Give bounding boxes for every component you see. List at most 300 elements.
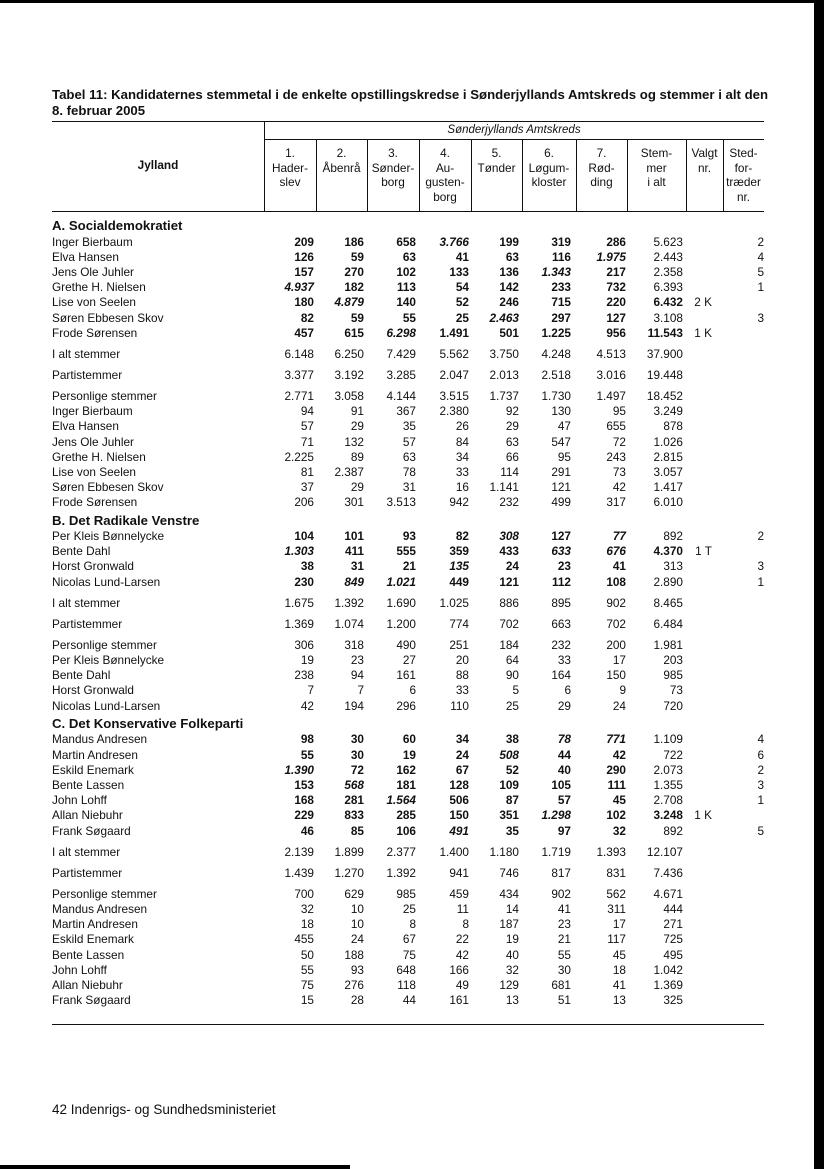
candidate-row-cell: 25 <box>455 310 469 325</box>
personal-votes-row-cell: 306 <box>294 637 314 652</box>
candidate-row-cell: 180 <box>294 295 314 310</box>
personal-candidate-row-cell: 92 <box>505 404 519 419</box>
personal-candidate-row-cell: 50 <box>300 947 314 962</box>
personal-candidate-row-cell: 129 <box>499 977 519 992</box>
candidate-name: Søren Ebbesen Skov <box>52 310 164 325</box>
personal-candidate-row-cell: 10 <box>350 901 364 916</box>
candidate-row-cell: 87 <box>505 793 519 808</box>
candidate-row-cell: 19 <box>402 747 416 762</box>
candidate-row-total: 313 <box>663 559 683 574</box>
total-votes-label: I alt stemmer <box>52 595 121 610</box>
personal-candidate-row-cell: 63 <box>505 434 519 449</box>
personal-candidate-row-cell: 1.141 <box>489 480 519 495</box>
personal-candidate-row-cell: 243 <box>606 449 626 464</box>
party-votes-row-total: 6.484 <box>653 616 683 631</box>
personal-candidate-row-cell: 64 <box>505 653 519 667</box>
candidate-row-cell: 35 <box>505 823 519 838</box>
candidate-row-valgt: 2 K <box>694 295 712 310</box>
region-rule <box>264 139 764 140</box>
candidate-row-cell: 34 <box>455 732 469 747</box>
personal-candidate-row-total: 495 <box>663 947 683 962</box>
total-votes-row-cell: 4.513 <box>596 346 626 361</box>
personal-candidate-name: Frank Søgaard <box>52 993 131 1008</box>
column-header-line: Stem- <box>640 146 673 160</box>
column-header <box>367 146 419 190</box>
personal-candidate-row-cell: 73 <box>612 464 626 479</box>
personal-votes-row-cell: 459 <box>449 886 469 901</box>
party-votes-label: Partistemmer <box>52 616 123 631</box>
candidate-row-cell: 199 <box>499 234 519 249</box>
candidate-row-cell: 833 <box>344 808 364 823</box>
candidate-row-cell: 59 <box>350 249 364 264</box>
total-votes-row-cell: 4.248 <box>541 346 571 361</box>
personal-candidate-row-cell: 367 <box>396 404 416 419</box>
candidate-row-total: 892 <box>663 529 683 543</box>
party-votes-row-cell: 3.192 <box>334 367 364 382</box>
total-votes-row-cell: 1.025 <box>439 595 469 610</box>
personal-candidate-row-cell: 681 <box>551 977 571 992</box>
personal-candidate-row-cell: 16 <box>455 480 469 495</box>
party-votes-row-cell: 2.518 <box>541 367 571 382</box>
candidate-row-cell: 63 <box>402 249 416 264</box>
candidate-name: Jens Ole Juhler <box>52 264 134 279</box>
personal-votes-row-cell: 3.515 <box>439 388 469 403</box>
party-votes-row-cell: 774 <box>449 616 469 631</box>
candidate-row-cell: 162 <box>396 762 416 777</box>
personal-candidate-row-total: 878 <box>663 419 683 434</box>
candidate-row-cell: 506 <box>449 793 469 808</box>
column-header-line: Rød- <box>588 160 615 175</box>
personal-votes-row-cell: 2.771 <box>284 388 314 403</box>
personal-candidate-row-cell: 29 <box>557 698 571 713</box>
personal-candidate-row-cell: 95 <box>557 449 571 464</box>
candidate-row-cell: 3.766 <box>439 234 469 249</box>
personal-candidate-row-cell: 117 <box>607 932 626 947</box>
candidate-row-sted: 2 <box>757 234 764 249</box>
personal-candidate-row-cell: 655 <box>606 419 626 434</box>
candidate-row-cell: 209 <box>294 234 314 249</box>
personal-candidate-name: Mandus Andresen <box>52 901 148 916</box>
candidate-row-cell: 433 <box>499 544 519 559</box>
candidate-row-cell: 136 <box>499 264 519 279</box>
total-votes-row-total: 12.107 <box>646 844 683 859</box>
personal-candidate-row-cell: 13 <box>505 993 519 1008</box>
personal-candidate-row-cell: 130 <box>551 404 571 419</box>
personal-candidate-row-cell: 3.513 <box>386 495 416 510</box>
personal-candidate-row-cell: 132 <box>344 434 364 449</box>
personal-candidate-row-cell: 2.387 <box>334 464 364 479</box>
candidate-row-cell: 57 <box>557 793 571 808</box>
candidate-row-cell: 45 <box>612 793 626 808</box>
header-bottom-rule <box>52 211 764 212</box>
candidate-row-cell: 6.298 <box>386 325 416 340</box>
column-header <box>264 146 316 190</box>
column-header-line: Hader- <box>271 160 309 175</box>
total-votes-row-cell: 6.148 <box>284 346 314 361</box>
candidate-row-cell: 44 <box>557 747 571 762</box>
personal-candidate-row-cell: 110 <box>450 698 469 713</box>
personal-candidate-row-total: 725 <box>663 932 683 947</box>
candidate-row-cell: 1.021 <box>386 574 416 589</box>
personal-candidate-row-cell: 42 <box>612 480 626 495</box>
personal-candidate-row-cell: 22 <box>455 932 469 947</box>
party-votes-row-cell: 1.074 <box>334 616 364 631</box>
personal-candidate-row-cell: 33 <box>557 653 571 667</box>
candidate-row-cell: 135 <box>449 559 469 574</box>
personal-candidate-row-cell: 31 <box>402 480 416 495</box>
candidate-row-cell: 102 <box>396 264 416 279</box>
candidate-row-cell: 1.225 <box>541 325 571 340</box>
candidate-name: John Lohff <box>52 793 107 808</box>
candidate-row-cell: 157 <box>294 264 314 279</box>
candidate-row-cell: 2.463 <box>489 310 519 325</box>
personal-candidate-row-cell: 238 <box>294 668 314 683</box>
candidate-row-cell: 449 <box>449 574 469 589</box>
personal-candidate-row-cell: 57 <box>300 419 314 434</box>
personal-candidate-row-cell: 33 <box>455 683 469 698</box>
candidate-row-cell: 52 <box>455 295 469 310</box>
personal-candidate-row-cell: 18 <box>612 962 626 977</box>
personal-candidate-row-cell: 71 <box>300 434 314 449</box>
column-header-line: 7. <box>596 146 607 160</box>
personal-candidate-row-cell: 21 <box>557 932 571 947</box>
personal-candidate-row-cell: 37 <box>300 480 314 495</box>
candidate-name: Frank Søgaard <box>52 823 131 838</box>
candidate-row-cell: 182 <box>344 280 364 295</box>
candidate-row-total: 722 <box>663 747 683 762</box>
candidate-row-sted: 4 <box>757 249 764 264</box>
candidate-row-cell: 411 <box>344 544 364 559</box>
personal-candidate-row-cell: 499 <box>551 495 571 510</box>
personal-candidate-row-total: 985 <box>663 668 683 683</box>
table-title: Tabel 11: Kandidaternes stemmetal i de enkelte opstillingskredse i Sønderjyllands Amtskreds og stemmer i alt den 8. februar 2005 <box>52 87 769 118</box>
candidate-row-cell: 54 <box>455 280 469 295</box>
candidate-row-cell: 128 <box>449 777 469 792</box>
candidate-row-sted: 2 <box>757 529 764 543</box>
column-header-line: nr. <box>697 160 712 175</box>
personal-votes-row-total: 1.981 <box>653 637 683 652</box>
total-votes-row-cell: 1.690 <box>386 595 416 610</box>
candidate-row-cell: 127 <box>551 529 571 543</box>
personal-candidate-row-cell: 95 <box>612 404 626 419</box>
personal-candidate-name: Jens Ole Juhler <box>52 434 134 449</box>
candidate-row-sted: 3 <box>757 777 764 792</box>
candidate-row-total: 2.443 <box>653 249 683 264</box>
personal-votes-label: Personlige stemmer <box>52 388 157 403</box>
candidate-row-cell: 108 <box>606 574 626 589</box>
candidate-row-valgt: 1 T <box>695 544 712 559</box>
party-heading: C. Det Konservative Folkeparti <box>52 715 244 731</box>
candidate-row-cell: 55 <box>402 310 416 325</box>
candidate-row-cell: 41 <box>612 559 626 574</box>
personal-candidate-name: Horst Gronwald <box>52 683 134 698</box>
personal-votes-label: Personlige stemmer <box>52 886 157 901</box>
candidate-row-cell: 24 <box>505 559 519 574</box>
personal-candidate-name: Bente Lassen <box>52 947 125 962</box>
candidate-row-cell: 111 <box>607 777 626 792</box>
candidate-row-total: 6.393 <box>653 280 683 295</box>
personal-votes-label: Personlige stemmer <box>52 637 157 652</box>
personal-votes-row-cell: 700 <box>294 886 314 901</box>
personal-candidate-row-cell: 118 <box>397 977 416 992</box>
personal-candidate-name: Søren Ebbesen Skov <box>52 480 164 495</box>
personal-candidate-row-cell: 232 <box>499 495 519 510</box>
column-header-line: mer <box>646 160 667 175</box>
party-votes-label: Partistemmer <box>52 865 123 880</box>
personal-candidate-row-cell: 47 <box>557 419 571 434</box>
total-votes-label: I alt stemmer <box>52 346 121 361</box>
column-header-line: træder <box>726 175 761 189</box>
candidate-row-cell: 285 <box>396 808 416 823</box>
candidate-row-cell: 1.975 <box>596 249 626 264</box>
column-header <box>522 146 576 190</box>
personal-candidate-row-cell: 78 <box>402 464 416 479</box>
candidate-row-total: 2.890 <box>653 574 683 589</box>
column-header-line: 2. <box>336 146 347 160</box>
personal-candidate-row-cell: 35 <box>402 419 416 434</box>
candidate-row-cell: 112 <box>551 574 571 589</box>
personal-candidate-row-cell: 25 <box>505 698 519 713</box>
personal-candidate-row-cell: 150 <box>606 668 626 683</box>
personal-candidate-row-cell: 17 <box>612 653 626 667</box>
personal-votes-row-total: 18.452 <box>646 388 683 403</box>
candidate-row-cell: 30 <box>350 732 364 747</box>
personal-candidate-row-total: 2.815 <box>653 449 683 464</box>
personal-candidate-row-total: 3.249 <box>653 404 683 419</box>
candidate-row-cell: 24 <box>455 747 469 762</box>
total-votes-label: I alt stemmer <box>52 844 121 859</box>
candidate-row-total: 3.248 <box>653 808 683 823</box>
total-votes-row-cell: 895 <box>551 595 571 610</box>
column-header-line: 4. <box>440 146 450 160</box>
total-votes-row-cell: 1.400 <box>439 844 469 859</box>
column-header-line: nr. <box>736 189 751 204</box>
personal-votes-row-cell: 434 <box>499 886 519 901</box>
personal-votes-row-cell: 902 <box>551 886 571 901</box>
total-votes-row-cell: 1.675 <box>284 595 314 610</box>
candidate-row-cell: 93 <box>402 529 416 543</box>
personal-candidate-row-cell: 27 <box>402 653 416 667</box>
candidate-row-cell: 308 <box>499 529 519 543</box>
candidate-row-cell: 82 <box>455 529 469 543</box>
candidate-row-sted: 4 <box>757 732 764 747</box>
party-votes-row-cell: 2.013 <box>489 367 519 382</box>
scan-edge-right <box>814 0 824 1169</box>
personal-candidate-row-cell: 14 <box>505 901 519 916</box>
personal-candidate-row-cell: 75 <box>300 977 314 992</box>
candidate-row-cell: 46 <box>300 823 314 838</box>
candidate-row-cell: 52 <box>505 762 519 777</box>
total-votes-row-cell: 1.180 <box>489 844 519 859</box>
personal-candidate-row-cell: 547 <box>551 434 571 449</box>
personal-candidate-row-cell: 32 <box>300 901 314 916</box>
candidate-row-cell: 732 <box>606 280 626 295</box>
personal-candidate-row-cell: 29 <box>350 480 364 495</box>
candidate-row-total: 2.708 <box>653 793 683 808</box>
personal-votes-row-cell: 200 <box>606 637 626 652</box>
personal-candidate-row-cell: 94 <box>350 668 364 683</box>
personal-candidate-row-total: 1.369 <box>653 977 683 992</box>
candidate-row-cell: 113 <box>396 280 416 295</box>
column-header-line: gusten- <box>425 175 465 189</box>
candidate-row-cell: 1.298 <box>541 808 571 823</box>
candidate-row-cell: 290 <box>606 762 626 777</box>
candidate-row-cell: 40 <box>557 762 571 777</box>
candidate-row-cell: 97 <box>557 823 571 838</box>
party-votes-row-cell: 941 <box>449 865 469 880</box>
personal-candidate-row-cell: 187 <box>499 917 519 932</box>
column-header-line: Valgt <box>691 146 718 160</box>
column-header <box>686 146 723 175</box>
total-votes-row-cell: 1.393 <box>596 844 626 859</box>
candidate-row-cell: 1.564 <box>386 793 416 808</box>
candidate-row-cell: 4.937 <box>284 280 314 295</box>
personal-candidate-row-cell: 114 <box>500 464 519 479</box>
candidate-row-cell: 658 <box>396 234 416 249</box>
total-votes-row-cell: 2.139 <box>284 844 314 859</box>
personal-candidate-row-total: 720 <box>663 698 683 713</box>
personal-candidate-row-cell: 17 <box>612 917 626 932</box>
candidate-row-cell: 270 <box>344 264 364 279</box>
column-header <box>723 146 764 204</box>
column-header-line: Au- <box>435 160 455 175</box>
candidate-row-total: 2.358 <box>653 264 683 279</box>
candidate-row-cell: 98 <box>300 732 314 747</box>
personal-candidate-row-cell: 90 <box>505 668 519 683</box>
candidate-row-cell: 771 <box>606 732 626 747</box>
personal-candidate-row-cell: 10 <box>350 917 364 932</box>
personal-candidate-row-total: 271 <box>663 917 683 932</box>
party-votes-row-total: 19.448 <box>646 367 683 382</box>
candidate-row-cell: 220 <box>606 295 626 310</box>
candidate-row-total: 3.108 <box>653 310 683 325</box>
personal-candidate-row-cell: 23 <box>350 653 364 667</box>
personal-candidate-row-cell: 7 <box>307 683 314 698</box>
personal-candidate-row-cell: 18 <box>300 917 314 932</box>
candidate-name: Bente Dahl <box>52 544 111 559</box>
candidate-row-sted: 1 <box>757 793 764 808</box>
candidate-row-cell: 491 <box>449 823 469 838</box>
personal-candidate-row-cell: 89 <box>350 449 364 464</box>
personal-candidate-row-cell: 276 <box>344 977 364 992</box>
candidate-row-cell: 246 <box>499 295 519 310</box>
party-votes-row-cell: 1.392 <box>386 865 416 880</box>
candidate-row-cell: 229 <box>294 808 314 823</box>
candidate-row-cell: 78 <box>557 732 571 747</box>
candidate-name: Per Kleis Bønnelycke <box>52 529 165 543</box>
candidate-row-cell: 1.343 <box>541 264 571 279</box>
personal-candidate-row-cell: 8 <box>462 917 469 932</box>
personal-candidate-row-cell: 8 <box>409 917 416 932</box>
party-votes-row-cell: 2.047 <box>439 367 469 382</box>
candidate-row-total: 892 <box>663 823 683 838</box>
candidate-row-cell: 633 <box>551 544 571 559</box>
candidate-row-cell: 38 <box>505 732 519 747</box>
personal-votes-row-cell: 318 <box>344 637 364 652</box>
personal-candidate-row-cell: 317 <box>606 495 626 510</box>
personal-candidate-row-cell: 23 <box>557 917 571 932</box>
candidate-row-cell: 41 <box>455 249 469 264</box>
column-header-line: Tønder <box>477 160 516 175</box>
candidate-row-cell: 615 <box>344 325 364 340</box>
personal-candidate-row-cell: 20 <box>455 653 469 667</box>
party-votes-row-total: 7.436 <box>653 865 683 880</box>
candidate-row-cell: 133 <box>449 264 469 279</box>
personal-candidate-row-cell: 49 <box>455 977 469 992</box>
candidate-name: Mandus Andresen <box>52 732 148 747</box>
personal-candidate-row-cell: 42 <box>300 698 314 713</box>
candidate-row-cell: 501 <box>499 325 519 340</box>
party-votes-row-cell: 1.200 <box>386 616 416 631</box>
party-votes-row-cell: 3.377 <box>284 367 314 382</box>
personal-candidate-name: Frode Sørensen <box>52 495 138 510</box>
candidate-row-cell: 82 <box>300 310 314 325</box>
column-header-line: kloster <box>531 175 567 189</box>
candidate-name: Allan Niebuhr <box>52 808 123 823</box>
personal-candidate-row-cell: 55 <box>557 947 571 962</box>
candidate-row-cell: 217 <box>606 264 626 279</box>
personal-candidate-name: Grethe H. Nielsen <box>52 449 146 464</box>
candidate-row-valgt: 1 K <box>694 808 712 823</box>
candidate-row-cell: 23 <box>557 559 571 574</box>
candidate-row-cell: 67 <box>455 762 469 777</box>
personal-candidate-row-cell: 30 <box>557 962 571 977</box>
personal-candidate-row-cell: 26 <box>455 419 469 434</box>
column-header-line: for- <box>734 160 753 175</box>
personal-votes-row-cell: 562 <box>606 886 626 901</box>
personal-candidate-row-cell: 188 <box>344 947 364 962</box>
total-votes-row-cell: 6.250 <box>334 346 364 361</box>
personal-candidate-row-cell: 206 <box>294 495 314 510</box>
personal-candidate-name: Bente Dahl <box>52 668 111 683</box>
column-header-line: 6. <box>544 146 554 160</box>
candidate-row-total: 4.370 <box>653 544 683 559</box>
personal-candidate-row-total: 3.057 <box>653 464 683 479</box>
personal-votes-row-cell: 184 <box>499 637 519 652</box>
candidate-row-total: 6.432 <box>653 295 683 310</box>
candidate-row-cell: 956 <box>606 325 626 340</box>
total-votes-row-cell: 2.377 <box>386 844 416 859</box>
personal-candidate-row-cell: 40 <box>505 947 519 962</box>
candidate-row-cell: 63 <box>505 249 519 264</box>
total-votes-row-cell: 886 <box>499 595 519 610</box>
party-votes-row-cell: 1.369 <box>284 616 314 631</box>
personal-candidate-row-total: 444 <box>663 901 683 916</box>
candidate-row-total: 2.073 <box>653 762 683 777</box>
candidate-name: Horst Gronwald <box>52 559 134 574</box>
personal-candidate-row-total: 1.026 <box>653 434 683 449</box>
candidate-row-cell: 101 <box>344 529 364 543</box>
region-label: Sønderjyllands Amtskreds <box>447 124 581 136</box>
total-votes-row-total: 8.465 <box>653 595 683 610</box>
candidate-row-cell: 281 <box>344 793 364 808</box>
total-votes-row-cell: 902 <box>606 595 626 610</box>
column-header-line: i alt <box>647 175 666 189</box>
personal-candidate-row-cell: 942 <box>449 495 469 510</box>
party-votes-row-cell: 3.285 <box>386 367 416 382</box>
personal-candidate-row-cell: 15 <box>300 993 314 1008</box>
column-header <box>576 146 627 190</box>
candidate-row-sted: 2 <box>757 762 764 777</box>
candidate-name: Eskild Enemark <box>52 762 134 777</box>
personal-candidate-row-cell: 41 <box>557 901 571 916</box>
candidate-row-total: 1.109 <box>653 732 683 747</box>
personal-candidate-name: Per Kleis Bønnelycke <box>52 653 165 667</box>
total-votes-row-cell: 3.750 <box>489 346 519 361</box>
candidate-row-cell: 85 <box>350 823 364 838</box>
personal-candidate-row-cell: 301 <box>344 495 364 510</box>
column-header-line: borg <box>433 189 457 204</box>
